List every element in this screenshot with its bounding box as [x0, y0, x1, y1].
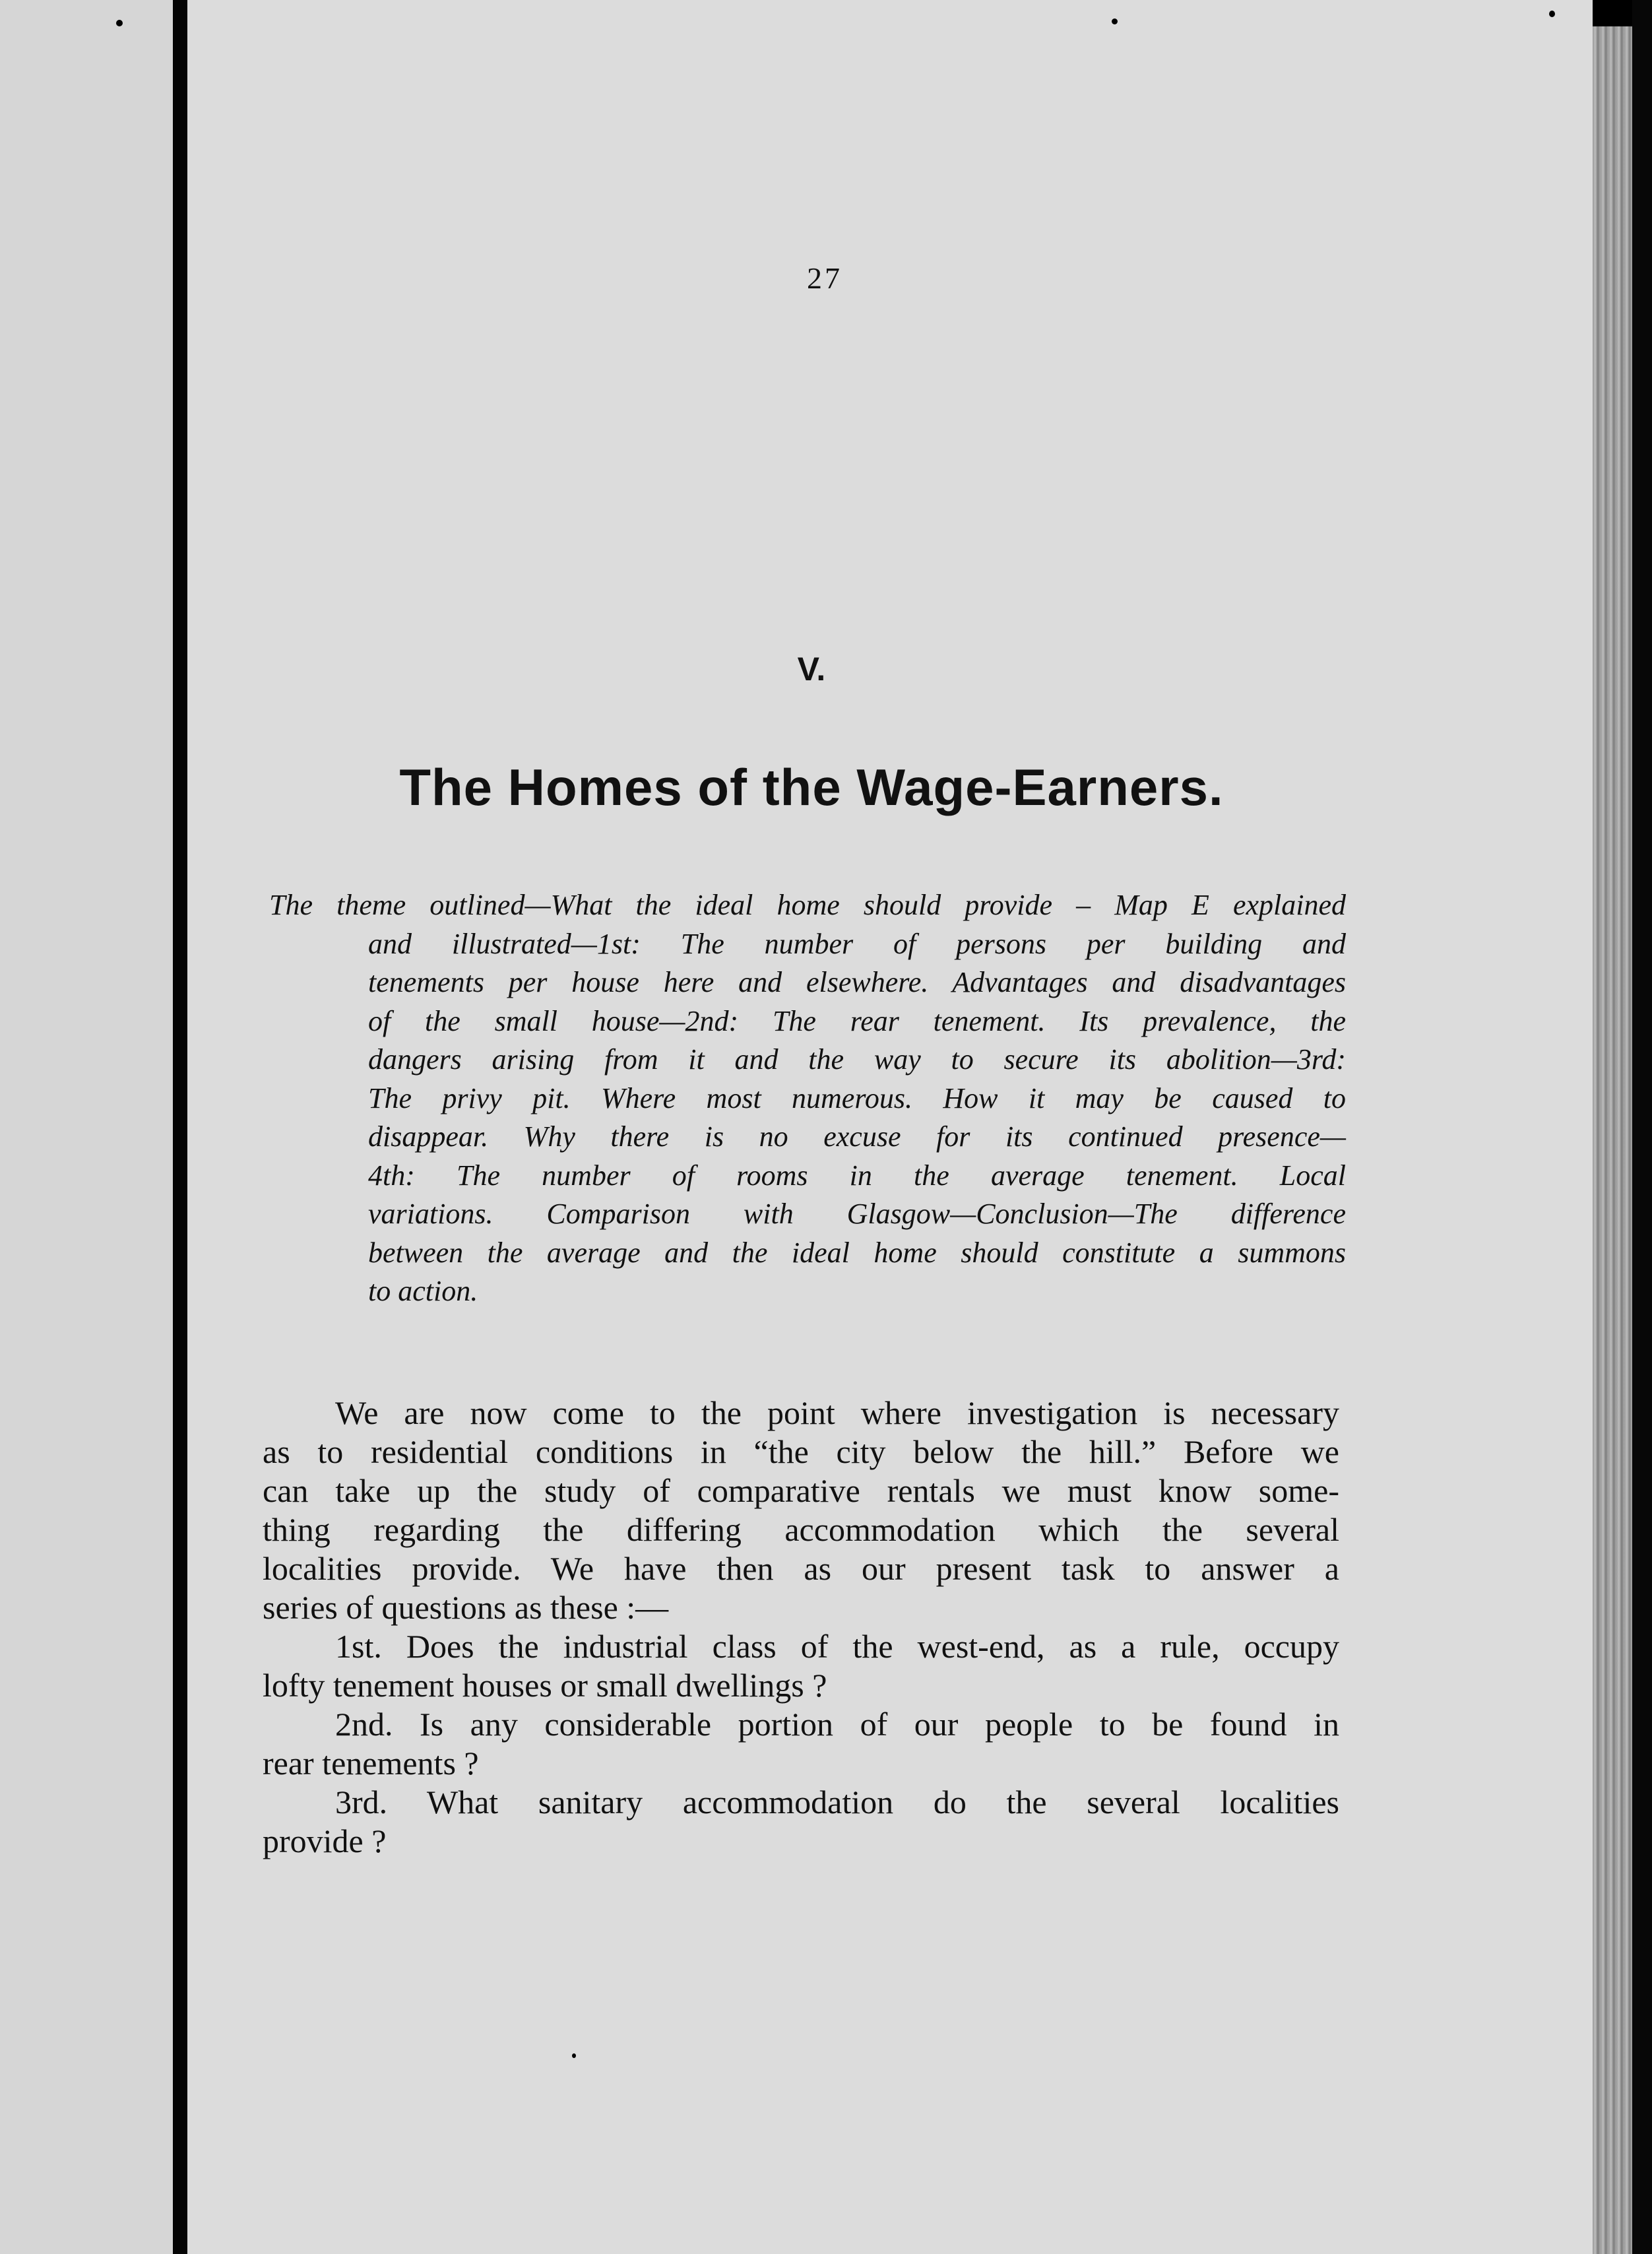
dust-speck [1112, 18, 1118, 24]
scan-border-right [1632, 0, 1652, 2254]
dust-speck [1549, 11, 1555, 17]
body-line: We are now come to the point where investigation is necessary [335, 1394, 1339, 1431]
body-paragraphs [263, 1394, 1339, 1861]
synopsis-line: between the average and the ideal home should constitute a summons [368, 1236, 1346, 1269]
synopsis-line: The theme outlined—What the ideal home should provide – Map E explained [269, 889, 1346, 921]
question-line: provide ? [263, 1822, 387, 1859]
question-line: lofty tenement houses or small dwellings ? [263, 1667, 827, 1704]
synopsis-line: dangers arising from it and the way to secure its abolition—3rd: [368, 1043, 1346, 1076]
dust-speck [572, 2053, 576, 2058]
synopsis-line: disappear. Why there is no excuse for its continued presence— [368, 1120, 1346, 1153]
dust-speck [116, 20, 123, 26]
synopsis-line: 4th: The number of rooms in the average tenement. Local [368, 1159, 1346, 1192]
body-line: thing regarding the differing accommodation which the several [263, 1511, 1339, 1548]
chapter-synopsis [269, 886, 1346, 1311]
facing-page-margin [0, 0, 173, 2254]
body-line: series of questions as these :— [263, 1589, 669, 1626]
page-stack-edge [1593, 26, 1632, 2254]
question-line: 3rd. What sanitary accommodation do the several localities [335, 1784, 1339, 1820]
synopsis-line: of the small house—2nd: The rear tenement. Its prevalence, the [368, 1004, 1346, 1037]
synopsis-line: The privy pit. Where most numerous. How it may be caused to [368, 1081, 1346, 1114]
question-line: rear tenements ? [263, 1745, 479, 1782]
synopsis-line: tenements per house here and elsewhere. Advantages and disadvantages [368, 966, 1346, 998]
synopsis-line: and illustrated—1st: The number of persons per building and [368, 927, 1346, 960]
question-line: 1st. Does the industrial class of the west-end, as a rule, occupy [335, 1628, 1339, 1665]
body-line: localities provide. We have then as our present task to answer a [263, 1550, 1339, 1587]
page-number: 27 [807, 261, 842, 295]
body-line: as to residential conditions in “the city below the hill.” Before we [263, 1433, 1339, 1470]
chapter-number: V. [797, 651, 826, 688]
chapter-title: The Homes of the Wage-Earners. [399, 758, 1224, 816]
body-line: can take up the study of comparative rentals we must know some- [263, 1472, 1339, 1509]
question-line: 2nd. Is any considerable portion of our people to be found in [335, 1706, 1339, 1743]
synopsis-line: to action. [368, 1275, 478, 1307]
book-gutter [173, 0, 187, 2254]
synopsis-line: variations. Comparison with Glasgow—Conclusion—The difference [368, 1198, 1346, 1230]
